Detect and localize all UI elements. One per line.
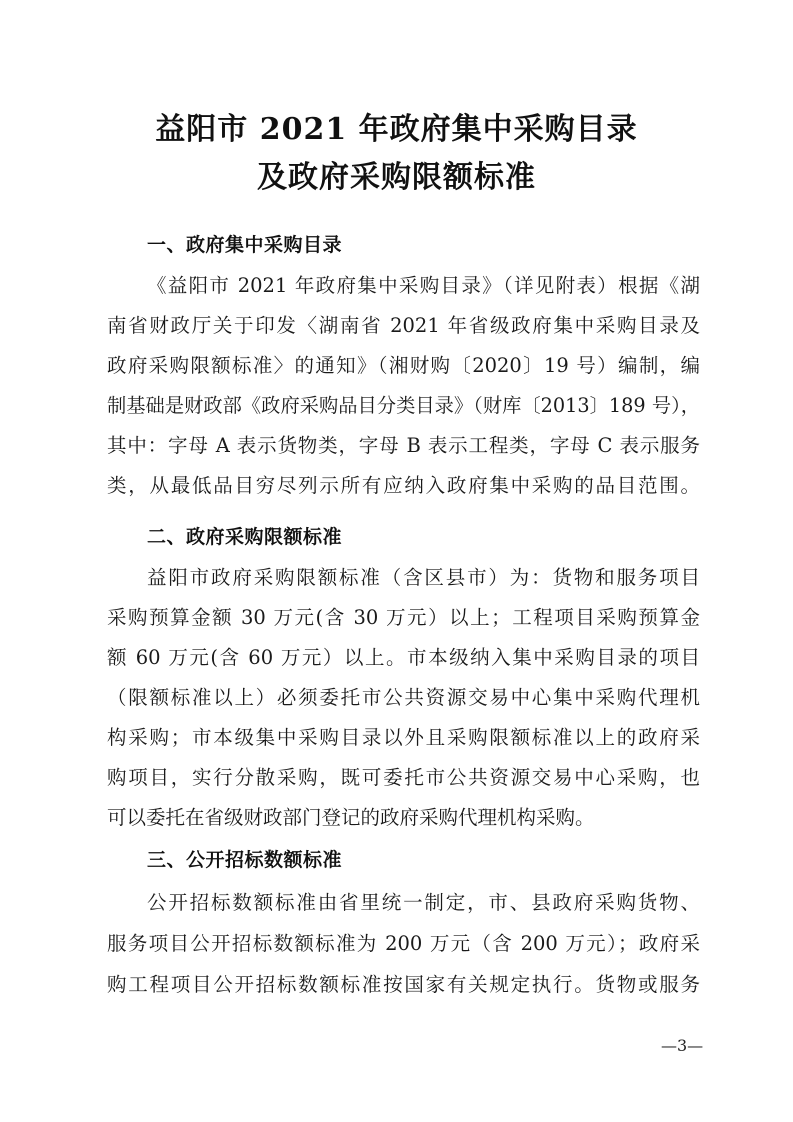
document-title-line1: 益阳市 2021 年政府集中采购目录 (155, 112, 638, 147)
paragraph-line: 类，从最低品目穷尽列示所有应纳入政府集中采购的品目范围。 (107, 474, 700, 497)
paragraph-line: 益阳市政府采购限额标准（含区县市）为：货物和服务项目 (147, 566, 700, 589)
section-heading-1: 一、政府集中采购目录 (147, 234, 343, 256)
paragraph-line: 服务项目公开招标数额标准为 200 万元（含 200 万元）；政府采 (107, 932, 700, 955)
paragraph-line: 购工程项目公开招标数额标准按国家有关规定执行。货物或服务 (107, 973, 700, 996)
paragraph-line: 构采购；市本级集中采购目录以外且采购限额标准以上的政府采 (107, 726, 700, 749)
page-number: —3— (661, 1036, 704, 1055)
paragraph-line: 其中：字母 A 表示货物类，字母 B 表示工程类，字母 C 表示服务 (107, 434, 700, 457)
section-heading-2: 二、政府采购限额标准 (147, 526, 343, 548)
paragraph-line: 可以委托在省级财政部门登记的政府采购代理机构采购。 (107, 806, 595, 829)
document-title-line2: 及政府采购限额标准 (257, 160, 536, 195)
paragraph-line: 公开招标数额标准由省里统一制定，市、县政府采购货物、 (147, 891, 700, 914)
paragraph-line: 南省财政厅关于印发〈湖南省 2021 年省级政府集中采购目录及 (107, 314, 700, 337)
paragraph-line: 购项目，实行分散采购，既可委托市公共资源交易中心采购，也 (107, 766, 700, 789)
section-heading-3: 三、公开招标数额标准 (147, 849, 343, 871)
paragraph-line: 制基础是财政部《政府采购品目分类目录》（财库〔2013〕189 号）， (107, 394, 700, 417)
paragraph-line: 额 60 万元(含 60 万元）以上。市本级纳入集中采购目录的项目 (107, 646, 700, 669)
paragraph-line: 采购预算金额 30 万元(含 30 万元）以上；工程项目采购预算金 (107, 606, 700, 629)
paragraph-line: 《益阳市 2021 年政府集中采购目录》（详见附表）根据《湖 (147, 274, 700, 297)
paragraph-line: 政府采购限额标准〉的通知》（湘财购〔2020〕19 号）编制，编 (107, 354, 700, 377)
paragraph-line: （限额标准以上）必须委托市公共资源交易中心集中采购代理机 (107, 686, 700, 709)
